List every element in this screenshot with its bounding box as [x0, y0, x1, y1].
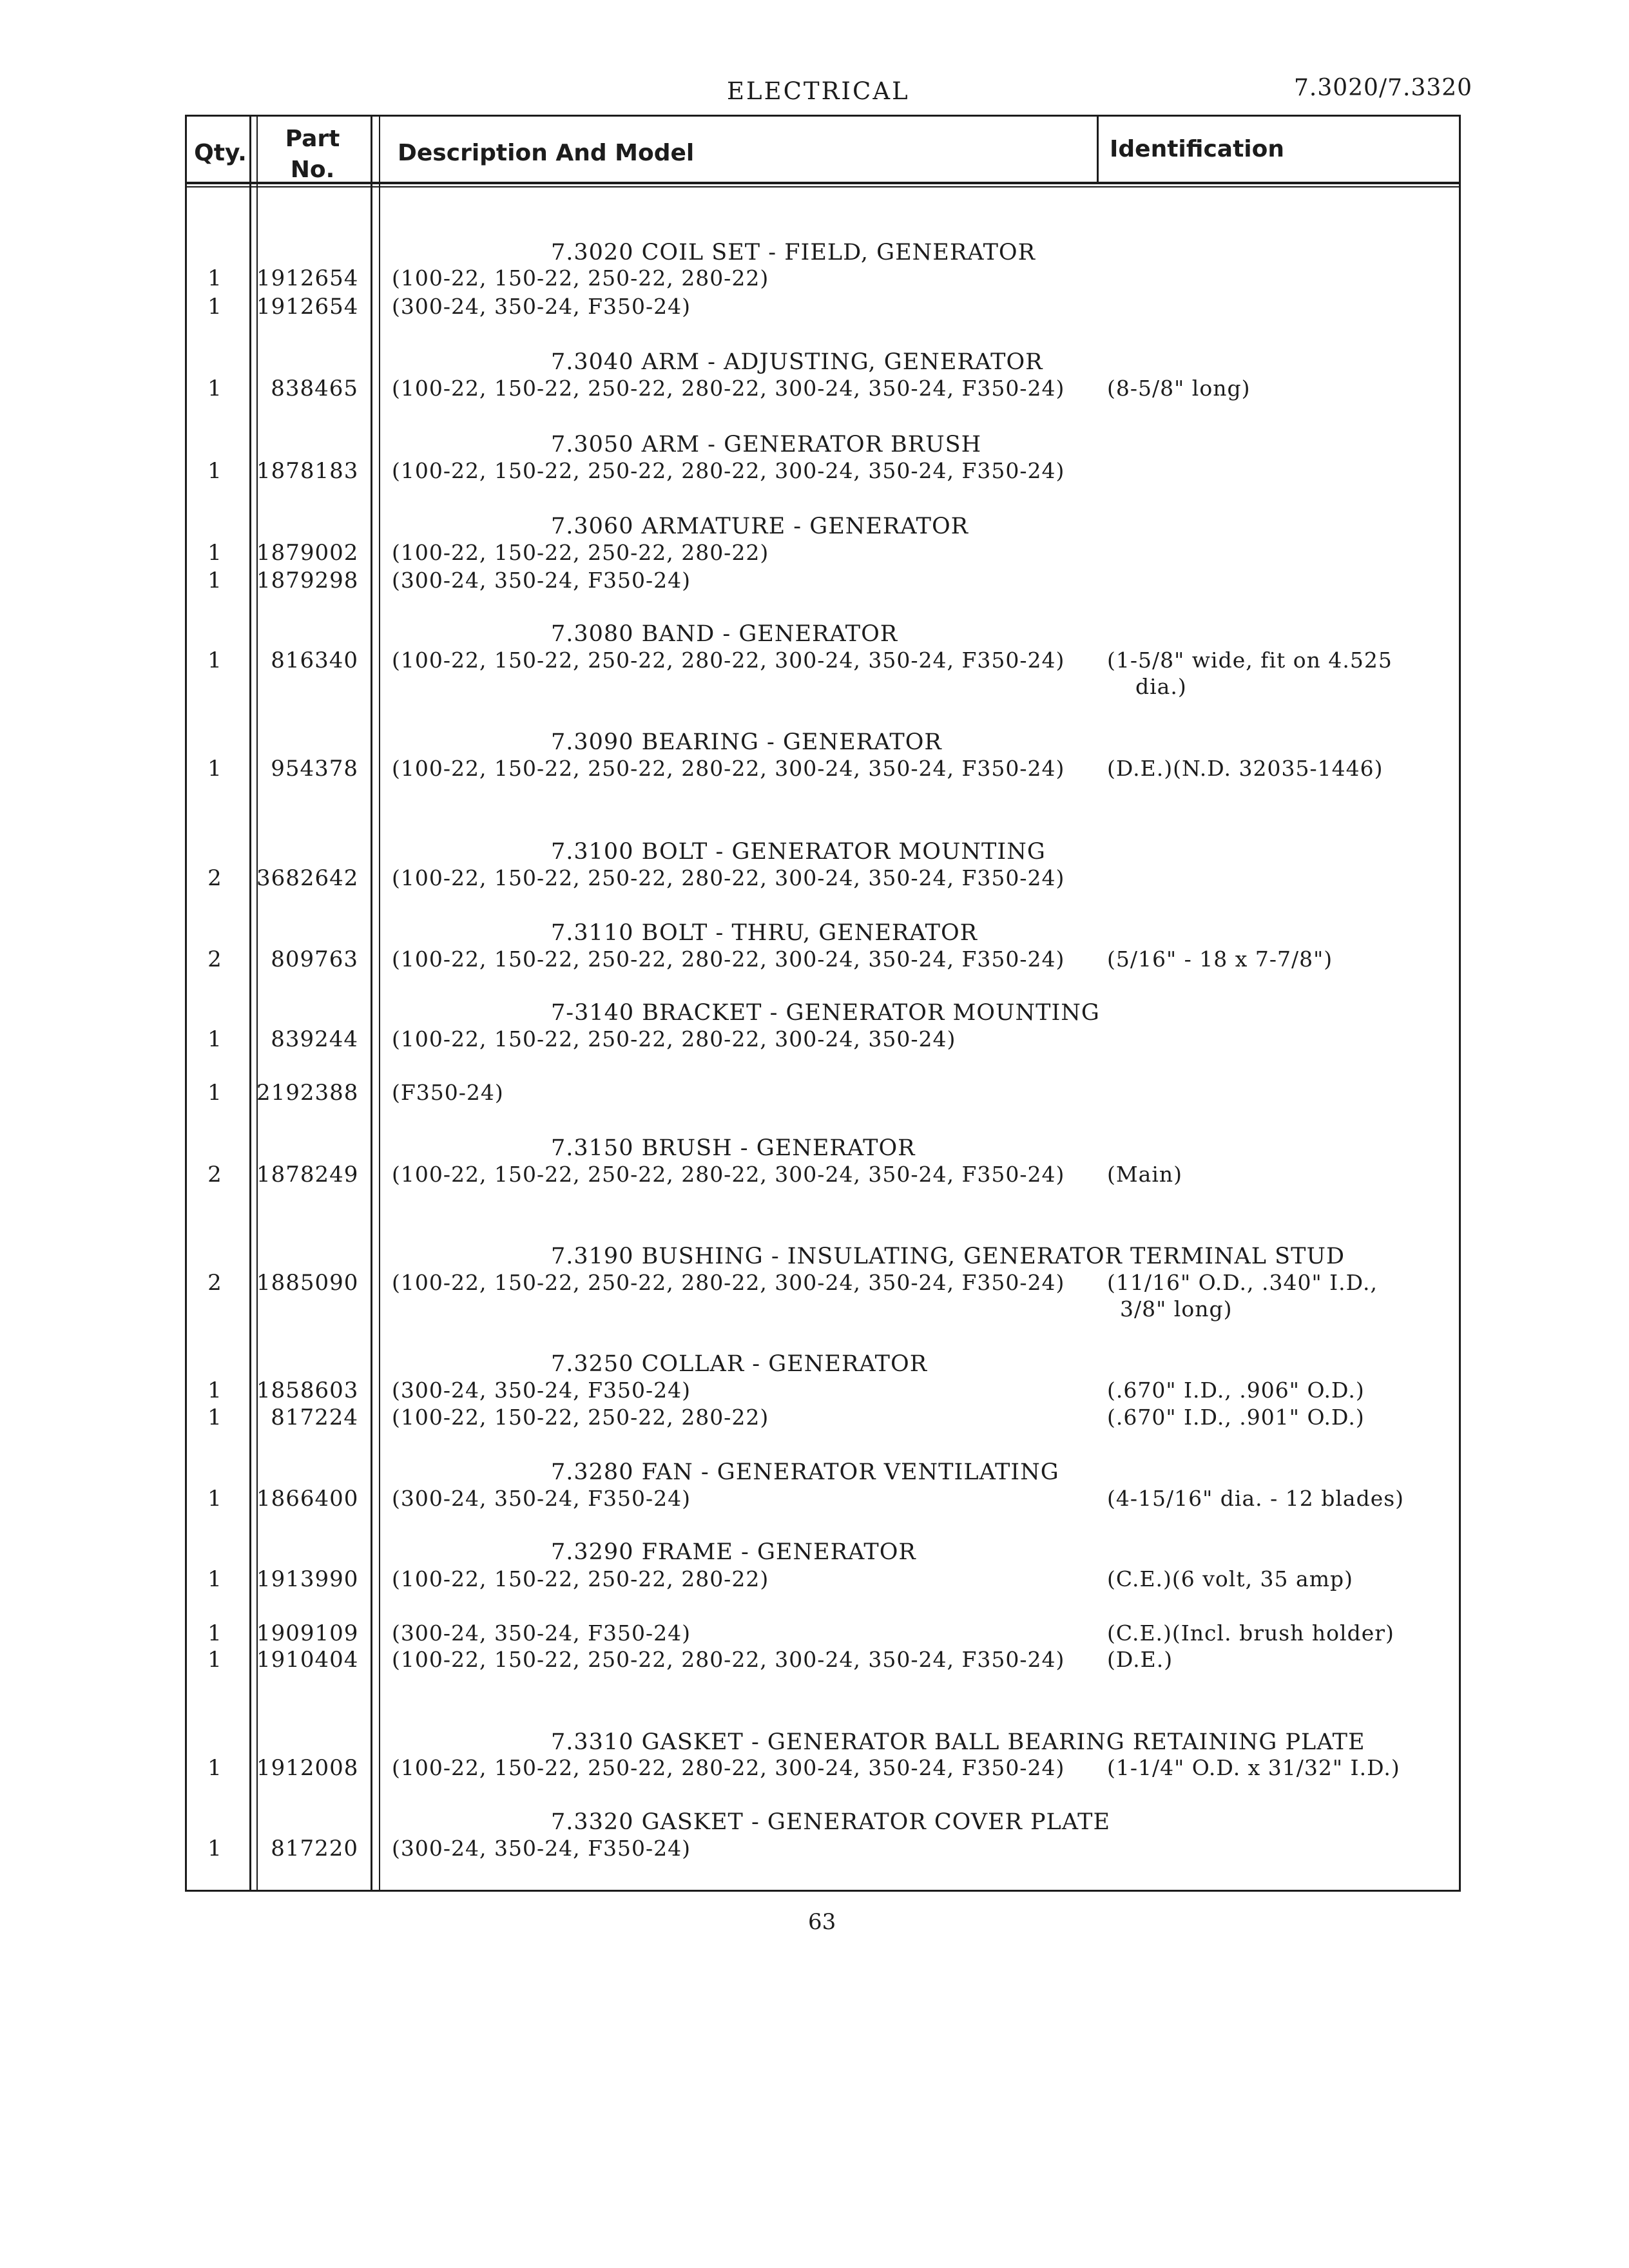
model-cell: (100-22, 150-22, 250-22, 280-22, 300-24, 350-24, F350-24): [392, 756, 1065, 781]
part-number-cell: 839244: [271, 1026, 358, 1052]
part-number-cell: 1912654: [256, 265, 359, 291]
identification-cell-continued: dia.): [1135, 674, 1187, 699]
identification-cell: (4-15/16" dia. - 12 blades): [1107, 1486, 1405, 1511]
part-number-cell: 1913990: [256, 1566, 359, 1592]
item-title: 7.3290 FRAME - GENERATOR: [551, 1539, 916, 1565]
qty-cell: 1: [207, 568, 222, 593]
model-cell: (300-24, 350-24, F350-24): [392, 294, 691, 319]
model-cell: (100-22, 150-22, 250-22, 280-22, 300-24, 350-24, F350-24): [392, 865, 1065, 890]
model-cell: (100-22, 150-22, 250-22, 280-22, 300-24, 350-24, F350-24): [392, 648, 1065, 673]
model-cell: (100-22, 150-22, 250-22, 280-22): [392, 1405, 769, 1430]
qty-cell: 1: [207, 1405, 222, 1430]
item-title: 7.3320 GASKET - GENERATOR COVER PLATE: [551, 1809, 1111, 1835]
item-title: 7.3060 ARMATURE - GENERATOR: [551, 514, 969, 539]
part-number-cell: 1879298: [256, 568, 359, 593]
model-cell: (100-22, 150-22, 250-22, 280-22, 300-24, 350-24, F350-24): [392, 1647, 1065, 1672]
part-number-cell: 954378: [271, 756, 358, 782]
qty-cell: 1: [207, 294, 222, 320]
model-cell: (300-24, 350-24, F350-24): [392, 1486, 691, 1511]
item-title: 7.3280 FAN - GENERATOR VENTILATING: [551, 1459, 1059, 1485]
ident-column-rule: [1097, 115, 1099, 184]
part-number-cell: 2192388: [256, 1080, 359, 1106]
model-cell: (F350-24): [392, 1080, 504, 1105]
model-cell: (100-22, 150-22, 250-22, 280-22, 300-24, 350-24, F350-24): [392, 1162, 1065, 1187]
part-number-cell: 816340: [271, 648, 358, 673]
identification-cell-continued: 3/8" long): [1120, 1296, 1233, 1321]
part-number-cell: 1878249: [256, 1162, 359, 1187]
part-number-cell: 1910404: [256, 1647, 359, 1673]
item-title: 7.3080 BAND - GENERATOR: [551, 621, 898, 647]
qty-cell: 2: [207, 947, 222, 972]
item-title: 7.3150 BRUSH - GENERATOR: [551, 1135, 916, 1161]
column-header-description: Description And Model: [398, 140, 695, 166]
qty-cell: 1: [207, 1647, 222, 1673]
item-title: 7.3050 ARM - GENERATOR BRUSH: [551, 432, 982, 457]
part-number-cell: 1909109: [256, 1620, 359, 1646]
item-title: 7.3310 GASKET - GENERATOR BALL BEARING RETAINING PLATE: [551, 1729, 1365, 1755]
column-header-part-line1: Part: [285, 126, 340, 152]
model-cell: (100-22, 150-22, 250-22, 280-22, 300-24, 350-24, F350-24): [392, 1755, 1065, 1780]
item-title: 7-3140 BRACKET - GENERATOR MOUNTING: [551, 1000, 1100, 1026]
part-number-cell: 1885090: [256, 1270, 359, 1296]
model-cell: (300-24, 350-24, F350-24): [392, 1378, 691, 1403]
part-number-cell: 817224: [271, 1405, 358, 1430]
identification-cell: (Main): [1107, 1162, 1183, 1187]
part-number-cell: 1912008: [256, 1755, 359, 1781]
qty-cell: 1: [207, 1566, 222, 1592]
part-number-cell: 809763: [271, 947, 358, 972]
model-cell: (100-22, 150-22, 250-22, 280-22, 300-24, 350-24, F350-24): [392, 376, 1065, 401]
qty-cell: 2: [207, 1162, 222, 1187]
qty-cell: 2: [207, 865, 222, 891]
part-number-cell: 1878183: [256, 458, 359, 484]
item-title: 7.3190 BUSHING - INSULATING, GENERATOR TERMINAL STUD: [551, 1244, 1345, 1269]
qty-cell: 1: [207, 1836, 222, 1861]
qty-cell: 2: [207, 1270, 222, 1296]
column-header-part-line2: No.: [290, 157, 335, 183]
model-cell: (100-22, 150-22, 250-22, 280-22, 300-24, 350-24): [392, 1026, 956, 1052]
qty-cell: 1: [207, 1080, 222, 1106]
identification-cell: (.670" I.D., .901" O.D.): [1107, 1405, 1365, 1430]
qty-cell: 1: [207, 648, 222, 673]
part-column-rule-inner: [379, 115, 380, 1892]
model-cell: (300-24, 350-24, F350-24): [392, 1620, 691, 1646]
part-number-cell: 1879002: [256, 540, 359, 566]
part-number-cell: 817220: [271, 1836, 358, 1861]
item-title: 7.3100 BOLT - GENERATOR MOUNTING: [551, 839, 1046, 865]
model-cell: (300-24, 350-24, F350-24): [392, 1836, 691, 1861]
qty-cell: 1: [207, 756, 222, 782]
identification-cell: (D.E.): [1107, 1647, 1173, 1672]
item-title: 7.3020 COIL SET - FIELD, GENERATOR: [551, 240, 1036, 265]
column-header-qty: Qty.: [194, 140, 247, 166]
item-title: 7.3040 ARM - ADJUSTING, GENERATOR: [551, 349, 1043, 375]
header-divider: [185, 182, 1461, 184]
page-range-code: 7.3020/7.3320: [1294, 75, 1473, 101]
part-column-rule: [371, 115, 372, 1892]
model-cell: (100-22, 150-22, 250-22, 280-22): [392, 540, 769, 565]
qty-cell: 1: [207, 540, 222, 566]
item-title: 7.3090 BEARING - GENERATOR: [551, 729, 942, 755]
identification-cell: (1-5/8" wide, fit on 4.525: [1107, 648, 1393, 673]
model-cell: (100-22, 150-22, 250-22, 280-22): [392, 1566, 769, 1591]
qty-cell: 1: [207, 265, 222, 291]
section-heading: ELECTRICAL: [727, 77, 910, 105]
model-cell: (100-22, 150-22, 250-22, 280-22, 300-24, 350-24, F350-24): [392, 947, 1065, 972]
identification-cell: (8-5/8" long): [1107, 376, 1251, 401]
model-cell: (100-22, 150-22, 250-22, 280-22): [392, 265, 769, 291]
page-number: 63: [808, 1909, 836, 1935]
column-header-identification: Identification: [1110, 136, 1284, 162]
qty-cell: 1: [207, 1486, 222, 1512]
qty-cell: 1: [207, 1378, 222, 1403]
qty-cell: 1: [207, 1620, 222, 1646]
header-divider-inner: [185, 186, 1461, 187]
qty-cell: 1: [207, 458, 222, 484]
identification-cell: (1-1/4" O.D. x 31/32" I.D.): [1107, 1755, 1400, 1780]
identification-cell: (.670" I.D., .906" O.D.): [1107, 1378, 1365, 1403]
model-cell: (300-24, 350-24, F350-24): [392, 568, 691, 593]
item-title: 7.3110 BOLT - THRU, GENERATOR: [551, 920, 978, 946]
part-number-cell: 1866400: [256, 1486, 359, 1512]
model-cell: (100-22, 150-22, 250-22, 280-22, 300-24, 350-24, F350-24): [392, 458, 1065, 483]
model-cell: (100-22, 150-22, 250-22, 280-22, 300-24, 350-24, F350-24): [392, 1270, 1065, 1295]
part-number-cell: 1858603: [256, 1378, 359, 1403]
qty-cell: 1: [207, 1026, 222, 1052]
identification-cell: (5/16" - 18 x 7-7/8"): [1107, 947, 1333, 972]
identification-cell: (C.E.)(6 volt, 35 amp): [1107, 1566, 1354, 1591]
part-number-cell: 1912654: [256, 294, 359, 320]
qty-cell: 1: [207, 1755, 222, 1781]
item-title: 7.3250 COLLAR - GENERATOR: [551, 1351, 928, 1377]
identification-cell: (C.E.)(Incl. brush holder): [1107, 1620, 1394, 1646]
qty-column-rule: [249, 115, 251, 1892]
qty-cell: 1: [207, 376, 222, 401]
column-header-part-no: [258, 124, 367, 186]
identification-cell: (D.E.)(N.D. 32035-1446): [1107, 756, 1383, 781]
part-number-cell: 3682642: [256, 865, 359, 891]
part-number-cell: 838465: [271, 376, 358, 401]
identification-cell: (11/16" O.D., .340" I.D.,: [1107, 1270, 1378, 1295]
